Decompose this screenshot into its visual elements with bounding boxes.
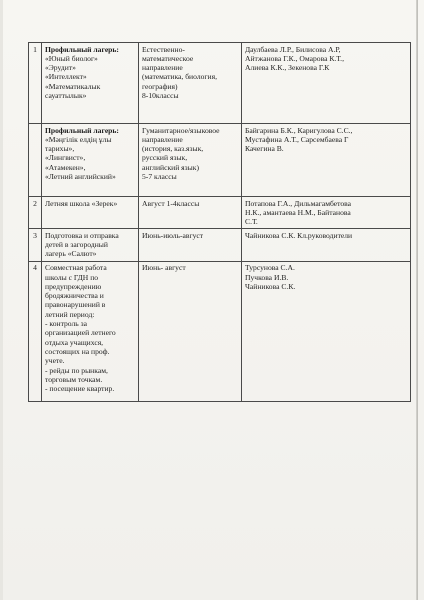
responsible-line: Потапова Г.А., Дильмагамбетова: [245, 198, 352, 208]
table-row: [29, 229, 411, 261]
responsible-cell: [242, 197, 411, 229]
direction-line: Июнь-июль-август: [142, 230, 204, 240]
responsible-line: Даулбаева Л.Р., Билисова А.Р,: [245, 44, 341, 54]
row-number: 3: [29, 229, 42, 261]
event-name-line: школы с ГДН по: [45, 272, 99, 282]
responsible-line: Мустафина А.Т., Сарсембаева Г: [245, 134, 349, 144]
event-name-line: «Эрудит»: [45, 63, 76, 73]
event-name-line: «Лингвист»,: [45, 153, 86, 163]
responsible-line: С.Т.: [245, 217, 258, 227]
direction-line: 8-10классы: [142, 90, 179, 100]
event-name-line: лагерь «Салют»: [45, 249, 97, 259]
direction-line: направление: [142, 63, 183, 73]
row-number: 4: [29, 261, 42, 401]
event-name-line: Совместная работа: [45, 263, 107, 273]
responsible-cell: [242, 124, 411, 197]
table-row: [29, 43, 411, 124]
direction-line: Естественно-: [142, 44, 185, 54]
event-name-cell: [42, 197, 139, 229]
event-name-line: организацией летнего: [45, 328, 116, 338]
event-name-line: детей в загородный: [45, 240, 108, 250]
direction-line: направление: [142, 134, 183, 144]
camp-title: Профильный лагерь:: [45, 44, 119, 54]
event-name-line: «Атамекен»,: [45, 162, 86, 172]
summer-plan-table: [28, 42, 411, 402]
responsible-cell: [242, 261, 411, 401]
event-name-line: состоящих на проф.: [45, 346, 110, 356]
responsible-line: Айтжанова Г.К., Омарова К.Т.,: [245, 53, 344, 63]
event-name-cell: [42, 43, 139, 124]
responsible-line: Чайникова С.К. Кл.руководители: [245, 230, 353, 240]
direction-line: 5-7 классы: [142, 171, 177, 181]
event-name-line: правонарушений в: [45, 300, 106, 310]
responsible-line: Н.К., амантаева Н.М., Байтанова: [245, 207, 351, 217]
direction-line: (математика, биология,: [142, 72, 217, 82]
responsible-line: Чайникова С.К.: [245, 281, 296, 291]
direction-line: Июнь- август: [142, 263, 186, 273]
responsible-line: Турсунова С.А.: [245, 263, 295, 273]
event-name-line: - контроль за: [45, 319, 88, 329]
row-number: 1: [29, 43, 42, 124]
event-name-line: «Интеллект»: [45, 72, 87, 82]
event-name-cell: [42, 124, 139, 197]
event-name-line: торговым точкам.: [45, 374, 103, 384]
table-row: [29, 261, 411, 401]
direction-line: английский язык): [142, 162, 199, 172]
event-name-cell: [42, 261, 139, 401]
direction-line: (история, каз.язык,: [142, 144, 204, 154]
event-name-cell: [42, 229, 139, 261]
direction-line: русский язык,: [142, 153, 188, 163]
event-name-line: «Мәңгілік елдің ұлы: [45, 134, 112, 144]
responsible-line: Алиева К.К., Зекенова Г.К: [245, 63, 330, 73]
event-name-line: летний период:: [45, 309, 95, 319]
page-edge-shadow: [416, 0, 418, 600]
responsible-cell: [242, 229, 411, 261]
direction-line: Август 1-4классы: [142, 198, 200, 208]
camp-title: Профильный лагерь:: [45, 125, 119, 135]
table-row: [29, 197, 411, 229]
responsible-line: Качегина В.: [245, 144, 284, 154]
event-name-line: Летняя школа «Зерек»: [45, 198, 118, 208]
event-name-line: «Летний английский»: [45, 171, 116, 181]
event-name-line: тарихы»,: [45, 144, 75, 154]
event-name-line: - посещение квартир.: [45, 384, 115, 394]
event-name-line: «Юный биолог»: [45, 53, 98, 63]
event-name-line: отдыха учащихся,: [45, 337, 104, 347]
event-name-line: Подготовка и отправка: [45, 230, 119, 240]
event-name-line: - рейды по рынкам,: [45, 365, 108, 375]
event-name-line: учете.: [45, 356, 65, 366]
direction-line: география): [142, 81, 178, 91]
direction-cell: [139, 197, 242, 229]
row-number: 2: [29, 197, 42, 229]
responsible-line: Байгарина Б.К., Каригулова С.С.,: [245, 125, 353, 135]
direction-line: Гуманитарное/языковое: [142, 125, 220, 135]
event-name-line: сауаттылык»: [45, 90, 87, 100]
row-number: [29, 124, 42, 197]
direction-cell: [139, 261, 242, 401]
responsible-cell: [242, 43, 411, 124]
table-row: [29, 124, 411, 197]
page-fold-shadow: [0, 0, 3, 600]
event-name-line: бродяжничества и: [45, 291, 104, 301]
direction-cell: [139, 124, 242, 197]
direction-cell: [139, 229, 242, 261]
event-name-line: предупреждению: [45, 281, 102, 291]
direction-cell: [139, 43, 242, 124]
responsible-line: Пучкова И.В.: [245, 272, 289, 282]
table-body: [29, 43, 411, 402]
event-name-line: «Математикалык: [45, 81, 101, 91]
direction-line: математическое: [142, 53, 194, 63]
